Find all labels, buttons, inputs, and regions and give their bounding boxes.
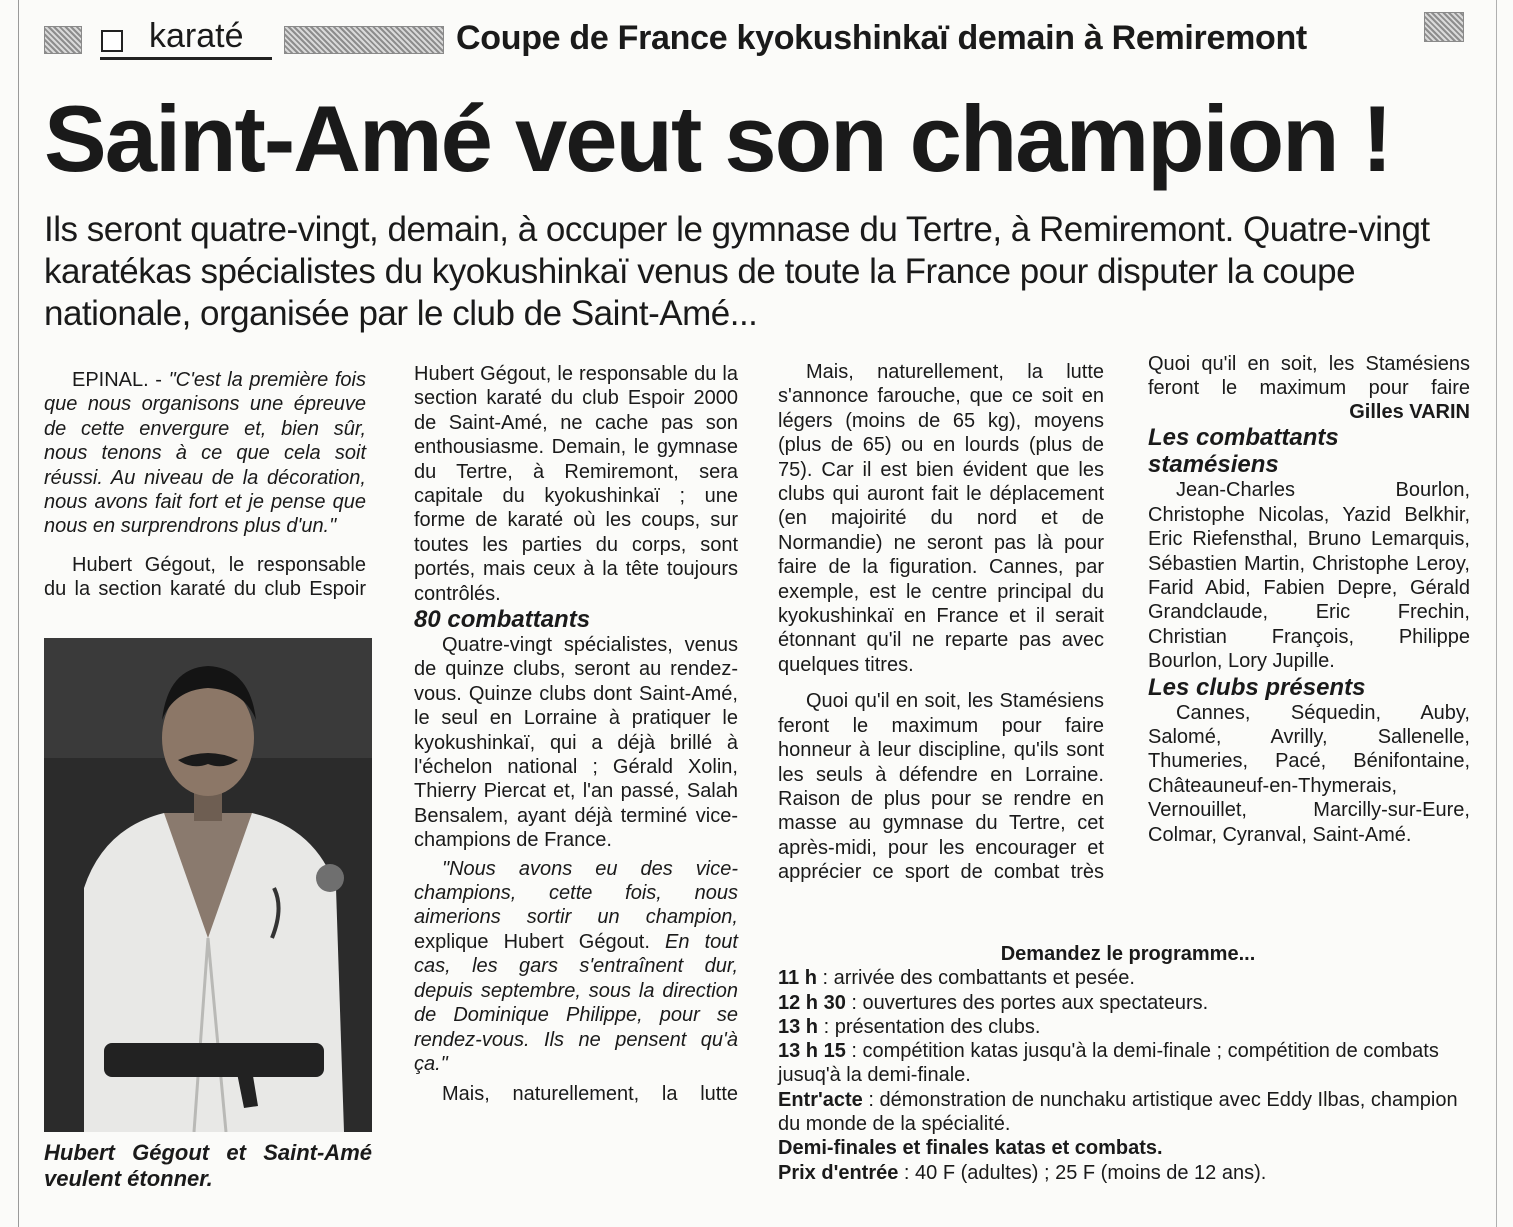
programme-time: 11 h	[778, 967, 817, 990]
programme-time: 13 h 15	[778, 1040, 846, 1063]
paragraph-quoi: Quoi qu'il en soit, les Stamésiens feront le maximum pour faire honneur à leur discipline, qu'ils sont les seuls à défendre en Lorraine. Raison de plus pour se rendre en masse au gymnase du Tertre, cet après-midi, pour les encourager et apprécier ce sport de combat très	[778, 690, 1104, 884]
article-column-2	[414, 362, 738, 1106]
programme-item	[778, 1039, 1478, 1088]
article-column-4	[1148, 352, 1470, 847]
section-box-icon	[101, 30, 123, 52]
paragraph-hubert-cont: Hubert Gégout, le responsable du la section karaté du club Espoir 2000 de Saint-Amé, ne cache pas son enthousiasme. Demain, le gymnase du Tertre, à Remiremont, sera capitale du kyokushinkaï ; une forme de karaté où les coups, sur toutes les parties du corps, sont portés, mais ceux à la tête toujours contrôlés.	[414, 363, 738, 605]
quote-paragraph	[414, 857, 738, 1077]
paragraph-mais: Mais, naturellement, la lutte s'annonce farouche, que ce soit en légers (moins de 65 kg), moyens (plus de 65) ou en lourds (plus de 75). Car il est bien évident que les clubs qui auront fait le déplacement (en majoirité du nord et de Normandie) ne seront pas là pour faire de la figuration. Cannes, par exemple, est le centre principal du kyokushinkaï en France et il serait étonnant qu'il ne reparte pas avec quelques titres.	[778, 361, 1104, 676]
section-label: karaté	[149, 17, 244, 55]
subhead-clubs: Les clubs présents	[1148, 673, 1366, 701]
paragraph-hubert-start: Hubert Gégout, le responsable du la section karaté du club Espoir	[44, 553, 366, 601]
kicker-hatch-right	[1424, 12, 1464, 42]
programme-item	[778, 966, 1478, 990]
programme-text: : démonstration de nunchaku artistique avec Eddy Ilbas, champion du monde de la spécialité.	[778, 1088, 1458, 1136]
combattants-list: Jean-Charles Bourlon, Christophe Nicolas, Yazid Belkhir, Eric Riefensthal, Bruno Lemarquis, Sébastien Martin, Christophe Leroy, Farid Abid, Fabien Depre, Gérald Grandclaude, Eric Frechin, Christian François, Philippe Bourlon, Lory Jupille.	[1148, 479, 1470, 673]
kicker-title: Coupe de France kyokushinkaï demain à Remiremont	[456, 19, 1307, 57]
programme-item	[778, 1136, 1478, 1160]
programme-text: : compétition katas jusqu'à la demi-finale ; compétition de combats jusuq'à la demi-finale.	[778, 1040, 1439, 1087]
author-signature: Gilles VARIN	[1349, 401, 1470, 423]
lead-paragraph	[44, 368, 366, 539]
programme-title: Demandez le programme...	[1000, 943, 1256, 965]
programme-item	[778, 1088, 1478, 1137]
quote-part-2: En tout cas, les gars s'entraînent dur, depuis septembre, sous la direction de Dominique Philippe, pour se rendez-vous. Ils ne pensent qu'à ça."	[414, 930, 738, 1075]
lead-quote: "C'est la première fois que nous organisons une épreuve de cette envergure et, bien sûr, nous tenons à ce que cela soit réussi. Au niveau de la décoration, nous avons fait fort et je pense que nous en surprendrons plus d'un."	[44, 369, 366, 538]
paragraph-mais-start: Mais, naturellement, la lutte	[442, 1083, 738, 1106]
photo-caption: Hubert Gégout et Saint-Amé veulent étonner.	[44, 1140, 372, 1191]
section-underline	[100, 57, 272, 60]
programme-time: Prix d'entrée	[778, 1161, 899, 1184]
quote-part-1: "Nous avons eu des vice-champions, cette fois, nous aimerions sortir un champion,	[414, 857, 738, 929]
headline: Saint-Amé veut son champion !	[44, 86, 1391, 191]
article-column-3	[778, 360, 1104, 885]
quote-attribution: explique Hubert Gégout.	[414, 930, 666, 953]
clubs-list: Cannes, Séquedin, Auby, Salomé, Avrilly, Sallenelle, Thumeries, Pacé, Bénifontaine, Châteauneuf-en-Thymerais, Vernouillet, Marcilly-sur-Eure, Colmar, Cyranval, Saint-Amé.	[1148, 701, 1470, 846]
dateline: EPINAL. -	[72, 369, 169, 391]
page-border-left	[18, 0, 19, 1227]
programme-text: : 40 F (adultes) ; 25 F (moins de 12 ans).	[898, 1161, 1267, 1184]
programme-time: Demi-finales et finales katas et combats.	[778, 1137, 1163, 1160]
programme-text: : arrivée des combattants et pesée.	[816, 967, 1135, 990]
programme-time: 13 h	[778, 1015, 819, 1038]
photo-illustration	[44, 638, 372, 1132]
programme-box	[778, 942, 1478, 1185]
programme-item	[778, 1161, 1478, 1185]
kicker-bar	[44, 12, 1464, 64]
article-column-1	[44, 368, 366, 601]
subhead-80-combattants: 80 combattants	[414, 606, 591, 633]
kicker-hatch-left	[44, 26, 82, 54]
programme-time: 12 h 30	[778, 991, 846, 1014]
programme-time: Entr'acte	[778, 1088, 863, 1111]
page-border-right	[1496, 0, 1497, 1227]
subhead-combattants: Les combattants stamésiens	[1148, 424, 1339, 479]
photo-hubert-gegout	[44, 638, 372, 1132]
paragraph-quatre-vingt: Quatre-vingt spécialistes, venus de quinze clubs, seront au rendez-vous. Quinze clubs dont Saint-Amé, le seul en Lorraine à pratiquer le kyokushinkaï, qui a déjà brillé à l'échelon national ; Gérald Xolin, Thierry Piercat et, l'an passé, Salah Bensalem, ayant déjà terminé vice-champions de France.	[414, 634, 738, 852]
kicker-hatch-middle	[284, 26, 444, 54]
programme-item	[778, 991, 1478, 1015]
standfirst: Ils seront quatre-vingt, demain, à occuper le gymnase du Tertre, à Remiremont. Quatre-vingt karatékas spécialistes du kyokushinkaï venus de toute la France pour disputer la coupe nationale, organisée par le club de Saint-Amé...	[44, 210, 1430, 333]
paragraph-quoi-cont: Quoi qu'il en soit, les Stamésiens feront le maximum pour faire	[1148, 353, 1470, 400]
programme-text: : présentation des clubs.	[818, 1015, 1041, 1038]
programme-item	[778, 1015, 1478, 1039]
programme-text: : ouvertures des portes aux spectateurs.	[845, 991, 1209, 1014]
